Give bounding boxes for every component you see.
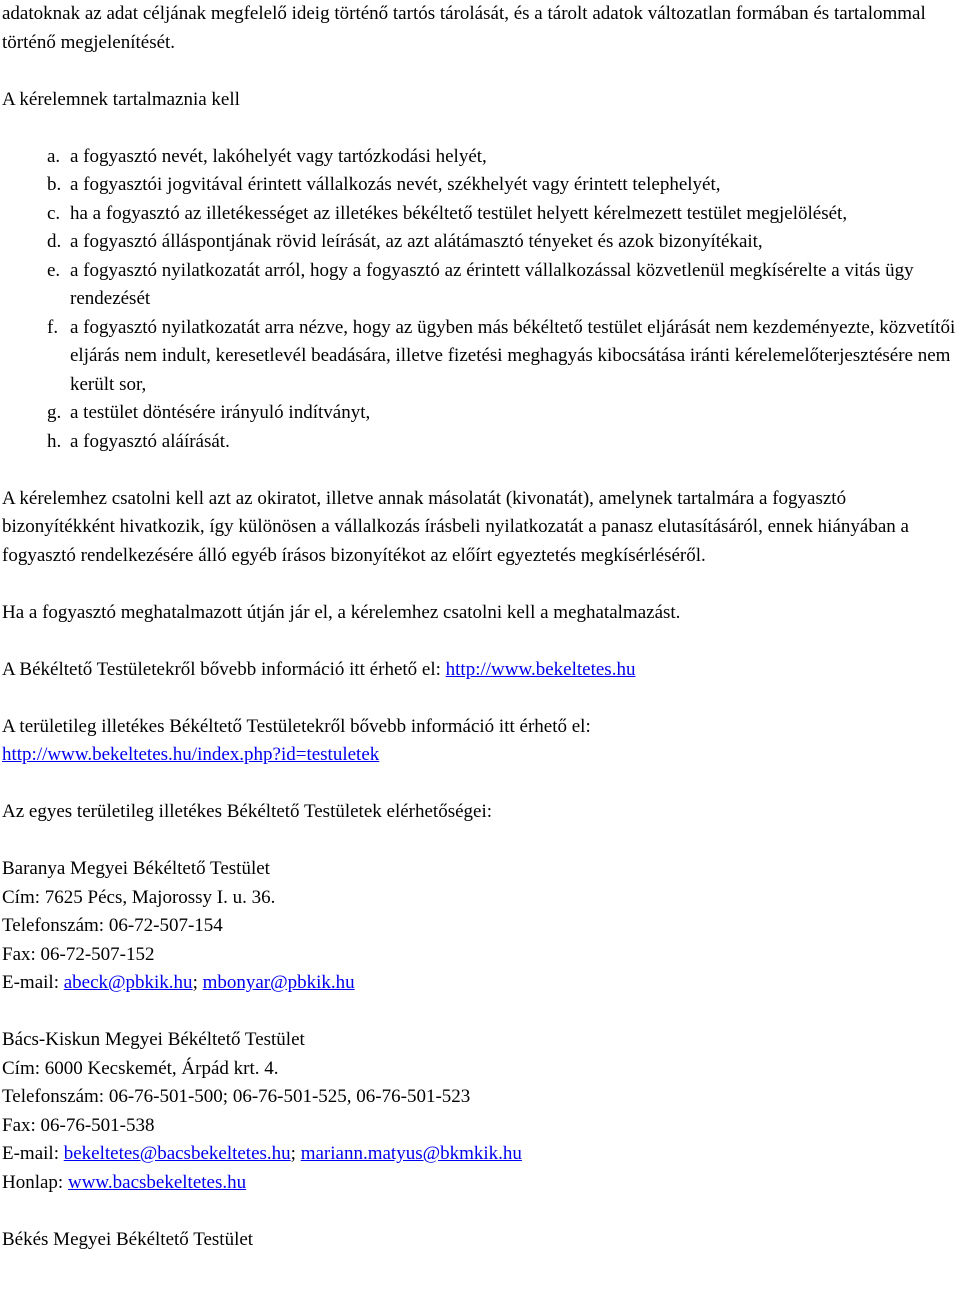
list-marker: d.: [47, 231, 62, 252]
email-link[interactable]: mbonyar@pbkik.hu: [202, 972, 355, 993]
email-label: E-mail:: [2, 1143, 64, 1164]
list-item-text: a fogyasztó nyilatkozatát arról, hogy a fogyasztó az érintett vállalkozással közvetlenül megkísérelte a vitás ügy rendezését: [70, 259, 914, 309]
body-phone: Telefonszám: 06-72-507-154: [2, 915, 223, 936]
body-baranya: [2, 855, 958, 998]
contacts-heading: Az egyes területileg illetékes Békéltető Testületek elérhetőségei:: [2, 801, 493, 822]
email-separator: ;: [192, 972, 203, 993]
list-item: [2, 399, 958, 428]
list-item-text: a fogyasztó álláspontjának rövid leírását, az azt alátámasztó tényeket és azok bizonyítékait,: [70, 231, 763, 252]
regional-info-text: A területileg illetékes Békéltető Testületekről bővebb információ itt érhető el:: [2, 715, 591, 737]
list-item: [2, 143, 958, 172]
list-item-text: a fogyasztói jogvitával érintett vállalkozás nevét, székhelyét vagy érintett telephelyét,: [70, 174, 721, 195]
website-link[interactable]: www.bacsbekeltetes.hu: [67, 1171, 247, 1193]
body-name: Békés Megyei Békéltető Testület: [2, 1228, 254, 1250]
list-marker: f.: [47, 316, 59, 338]
list-item-text: a fogyasztó aláírását.: [70, 430, 230, 452]
request-requirements-list: [2, 143, 958, 457]
email-link[interactable]: bekeltetes@bacsbekeltetes.hu: [63, 1143, 291, 1164]
email-link[interactable]: abeck@pbkik.hu: [63, 972, 193, 993]
email-link[interactable]: mariann.matyus@bkmkik.hu: [300, 1143, 522, 1164]
body-email-line: [2, 1140, 958, 1169]
body-email-line: [2, 969, 958, 998]
body-bacs-kiskun: [2, 1026, 958, 1197]
list-item: [2, 171, 958, 200]
list-item-text: ha a fogyasztó az illetékességet az illetékes békéltető testület helyett kérelmezett testület megjelölését,: [70, 202, 848, 224]
list-marker: h.: [47, 430, 62, 452]
body-address: Cím: 7625 Pécs, Majorossy I. u. 36.: [2, 886, 276, 908]
request-heading: A kérelemnek tartalmaznia kell: [2, 88, 240, 110]
list-marker: b.: [47, 174, 62, 195]
body-fax: Fax: 06-72-507-152: [2, 943, 155, 965]
body-name: Baranya Megyei Békéltető Testület: [2, 858, 270, 879]
document-page: [2, 0, 958, 1254]
regional-info-link-line: [2, 741, 958, 770]
list-item: [2, 200, 958, 229]
list-marker: a.: [47, 145, 61, 167]
body-website-line: [2, 1169, 958, 1198]
intro-paragraph: adatoknak az adat céljának megfelelő ideig történő tartós tárolását, és a tárolt adatok változatlan formában és tartalommal történő megjelenítését.: [2, 3, 926, 53]
list-item-text: a testület döntésére irányuló indítványt,: [70, 402, 371, 423]
list-item-text: a fogyasztó nevét, lakóhelyét vagy tartózkodási helyét,: [70, 145, 487, 167]
list-item: [2, 257, 958, 314]
testuletek-link[interactable]: http://www.bekeltetes.hu/index.php?id=testuletek: [2, 744, 380, 765]
bekeltetes-home-link[interactable]: http://www.bekeltetes.hu: [445, 658, 636, 680]
email-label: E-mail:: [2, 972, 64, 993]
body-fax: Fax: 06-76-501-538: [2, 1114, 155, 1136]
general-info-text: A Békéltető Testületekről bővebb információ itt érhető el:: [2, 658, 446, 680]
body-bekes: [2, 1226, 958, 1255]
list-item: [2, 428, 958, 457]
attachment-paragraph: A kérelemhez csatolni kell azt az okiratot, illetve annak másolatát (kivonatát), amelynek tartalmára a fogyasztó bizonyítékként hivatkozik, így különösen a vállalkozás írásbeli nyilatkozatát a panasz elutasításáról, ennek hiányában a fogyasztó rendelkezésére álló egyéb írásos bizonyítékot az előírt egyeztetés megkísérléséről.: [2, 487, 909, 566]
general-info-line: [2, 656, 958, 685]
email-separator: ;: [290, 1143, 301, 1164]
list-marker: g.: [47, 402, 62, 423]
body-phone: Telefonszám: 06-76-501-500; 06-76-501-525, 06-76-501-523: [2, 1086, 471, 1107]
website-label: Honlap:: [2, 1171, 68, 1193]
body-name: Bács-Kiskun Megyei Békéltető Testület: [2, 1029, 305, 1050]
body-address: Cím: 6000 Kecskemét, Árpád krt. 4.: [2, 1057, 279, 1079]
proxy-paragraph: Ha a fogyasztó meghatalmazott útján jár el, a kérelemhez csatolni kell a meghatalmazást.: [2, 601, 681, 623]
list-marker: c.: [47, 202, 61, 224]
list-marker: e.: [47, 259, 61, 281]
list-item-text: a fogyasztó nyilatkozatát arra nézve, hogy az ügyben más békéltető testület eljárását nem kezdeményezte, közvetítői eljárás nem indult, keresetlevél beadására, illetve fizetési meghagyás kibocsátása iránti kérelemelőterjesztésére nem került sor,: [70, 316, 956, 395]
list-item: [2, 228, 958, 257]
list-item: [2, 314, 958, 400]
